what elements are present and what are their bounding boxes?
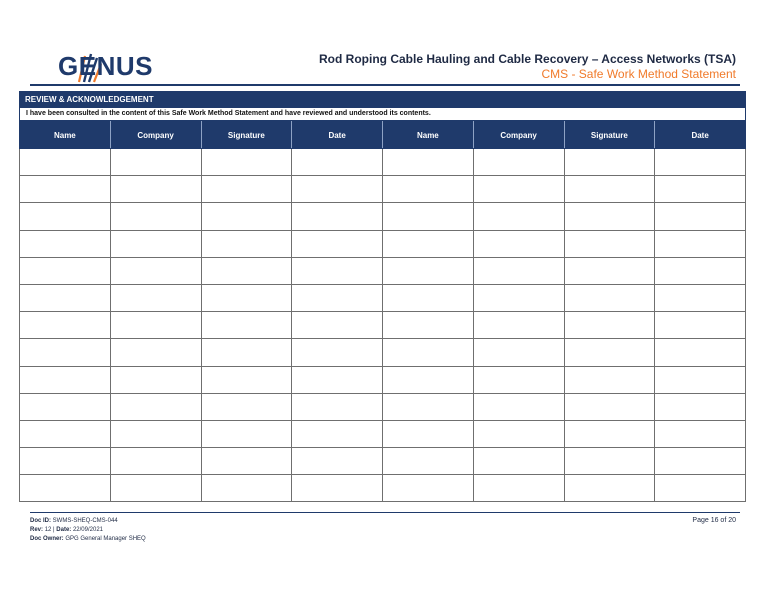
- header-divider: [30, 84, 740, 86]
- table-cell-name[interactable]: [20, 230, 111, 257]
- table-cell-signature[interactable]: [201, 366, 292, 393]
- table-cell-date[interactable]: [655, 366, 746, 393]
- table-cell-signature[interactable]: [564, 475, 655, 502]
- table-cell-date[interactable]: [292, 312, 383, 339]
- table-row: [20, 149, 746, 176]
- table-cell-company[interactable]: [473, 203, 564, 230]
- table-cell-company[interactable]: [473, 284, 564, 311]
- table-cell-date[interactable]: [655, 203, 746, 230]
- table-cell-name[interactable]: [383, 312, 474, 339]
- column-header-date-2: Date: [655, 122, 746, 149]
- table-row: [20, 420, 746, 447]
- table-cell-date[interactable]: [655, 176, 746, 203]
- table-cell-company[interactable]: [110, 393, 201, 420]
- rev-value: 12: [44, 527, 52, 533]
- table-cell-company[interactable]: [110, 230, 201, 257]
- table-cell-signature[interactable]: [201, 448, 292, 475]
- table-cell-signature[interactable]: [564, 203, 655, 230]
- table-cell-date[interactable]: [655, 312, 746, 339]
- table-row: [20, 203, 746, 230]
- column-header-signature: Signature: [201, 122, 292, 149]
- table-cell-date[interactable]: [655, 475, 746, 502]
- table-row: [20, 448, 746, 475]
- table-cell-company[interactable]: [110, 366, 201, 393]
- document-subtitle: CMS - Safe Work Method Statement: [541, 67, 736, 81]
- table-cell-company[interactable]: [110, 420, 201, 447]
- table-cell-date[interactable]: [292, 284, 383, 311]
- table-cell-name[interactable]: [383, 393, 474, 420]
- table-cell-company[interactable]: [110, 475, 201, 502]
- table-cell-signature[interactable]: [564, 393, 655, 420]
- table-cell-date[interactable]: [292, 393, 383, 420]
- table-cell-date[interactable]: [292, 448, 383, 475]
- table-cell-company[interactable]: [473, 257, 564, 284]
- table-cell-company[interactable]: [473, 475, 564, 502]
- table-cell-date[interactable]: [292, 420, 383, 447]
- table-cell-date[interactable]: [655, 420, 746, 447]
- table-cell-name[interactable]: [383, 230, 474, 257]
- date-value: 22/09/2021: [72, 527, 103, 533]
- table-cell-company[interactable]: [473, 448, 564, 475]
- table-cell-name[interactable]: [383, 366, 474, 393]
- table-cell-name[interactable]: [383, 257, 474, 284]
- table-cell-name[interactable]: [20, 420, 111, 447]
- table-cell-company[interactable]: [110, 312, 201, 339]
- table-cell-signature[interactable]: [564, 420, 655, 447]
- table-cell-name[interactable]: [20, 448, 111, 475]
- table-cell-date[interactable]: [655, 339, 746, 366]
- table-cell-date[interactable]: [292, 366, 383, 393]
- table-cell-company[interactable]: [110, 284, 201, 311]
- rev-label: Rev:: [30, 527, 44, 533]
- table-cell-signature[interactable]: [201, 475, 292, 502]
- table-cell-date[interactable]: [655, 230, 746, 257]
- table-cell-signature[interactable]: [201, 176, 292, 203]
- owner-value: GPG General Manager SHEQ: [65, 536, 146, 542]
- table-cell-signature[interactable]: [564, 448, 655, 475]
- footer-divider: [30, 512, 740, 513]
- table-cell-name[interactable]: [20, 312, 111, 339]
- table-body: [20, 149, 746, 502]
- table-cell-company[interactable]: [110, 339, 201, 366]
- table-cell-name[interactable]: [20, 176, 111, 203]
- table-cell-signature[interactable]: [201, 230, 292, 257]
- date-label: Date:: [56, 527, 72, 533]
- logo-text: GENUS: [58, 51, 153, 81]
- review-acknowledgement-section: [19, 91, 746, 502]
- table-cell-company[interactable]: [110, 149, 201, 176]
- table-cell-date[interactable]: [655, 448, 746, 475]
- table-cell-company[interactable]: [473, 230, 564, 257]
- table-cell-company[interactable]: [473, 149, 564, 176]
- table-cell-name[interactable]: [20, 339, 111, 366]
- owner-line: [30, 535, 146, 544]
- table-cell-signature[interactable]: [201, 257, 292, 284]
- table-cell-name[interactable]: [20, 393, 111, 420]
- doc-id-line: [30, 517, 146, 526]
- table-cell-signature[interactable]: [564, 149, 655, 176]
- column-header-company: Company: [110, 122, 201, 149]
- table-row: [20, 393, 746, 420]
- table-cell-date[interactable]: [292, 230, 383, 257]
- table-cell-name[interactable]: [383, 339, 474, 366]
- table-cell-signature[interactable]: [564, 230, 655, 257]
- column-header-name-2: Name: [383, 122, 474, 149]
- table-cell-date[interactable]: [292, 339, 383, 366]
- table-cell-date[interactable]: [292, 176, 383, 203]
- table-cell-date[interactable]: [292, 257, 383, 284]
- table-cell-signature[interactable]: [201, 339, 292, 366]
- table-row: [20, 475, 746, 502]
- table-cell-name[interactable]: [20, 284, 111, 311]
- table-row: [20, 366, 746, 393]
- table-cell-date[interactable]: [292, 475, 383, 502]
- acknowledgement-table: [19, 121, 746, 502]
- table-cell-signature[interactable]: [201, 420, 292, 447]
- table-cell-name[interactable]: [20, 366, 111, 393]
- table-cell-signature[interactable]: [564, 339, 655, 366]
- table-cell-name[interactable]: [383, 475, 474, 502]
- table-cell-name[interactable]: [383, 448, 474, 475]
- table-cell-signature[interactable]: [201, 312, 292, 339]
- table-row: [20, 230, 746, 257]
- table-cell-company[interactable]: [110, 176, 201, 203]
- table-cell-name[interactable]: [20, 475, 111, 502]
- table-cell-signature[interactable]: [201, 203, 292, 230]
- table-cell-date[interactable]: [655, 149, 746, 176]
- doc-id-label: Doc ID:: [30, 518, 51, 524]
- table-cell-company[interactable]: [473, 393, 564, 420]
- table-cell-signature[interactable]: [564, 176, 655, 203]
- revision-line: [30, 526, 146, 535]
- table-row: [20, 312, 746, 339]
- table-cell-date[interactable]: [655, 284, 746, 311]
- owner-label: Doc Owner:: [30, 536, 64, 542]
- column-header-date: Date: [292, 122, 383, 149]
- table-cell-signature[interactable]: [564, 312, 655, 339]
- table-cell-company[interactable]: [473, 366, 564, 393]
- table-cell-company[interactable]: [110, 203, 201, 230]
- table-cell-signature[interactable]: [201, 149, 292, 176]
- table-row: [20, 176, 746, 203]
- column-header-name: Name: [20, 122, 111, 149]
- table-cell-signature[interactable]: [564, 284, 655, 311]
- document-control-info: [30, 517, 146, 544]
- table-cell-name[interactable]: [20, 149, 111, 176]
- table-cell-signature[interactable]: [564, 257, 655, 284]
- page-number: Page 16 of 20: [692, 517, 736, 524]
- table-cell-company[interactable]: [110, 448, 201, 475]
- column-header-company-2: Company: [473, 122, 564, 149]
- acknowledgement-statement: I have been consulted in the content of this Safe Work Method Statement and have reviewed and understood its contents.: [19, 108, 746, 121]
- table-cell-name[interactable]: [383, 176, 474, 203]
- table-cell-date[interactable]: [292, 203, 383, 230]
- table-row: [20, 284, 746, 311]
- table-header-row: [20, 122, 746, 149]
- table-row: [20, 339, 746, 366]
- table-cell-name[interactable]: [20, 257, 111, 284]
- table-cell-company[interactable]: [473, 176, 564, 203]
- table-cell-signature[interactable]: [201, 393, 292, 420]
- table-cell-company[interactable]: [473, 420, 564, 447]
- table-cell-company[interactable]: [473, 339, 564, 366]
- section-heading: REVIEW & ACKNOWLEDGEMENT: [19, 91, 746, 108]
- doc-id-value: SWMS-SHEQ-CMS-044: [52, 518, 118, 524]
- table-cell-name[interactable]: [383, 284, 474, 311]
- table-cell-signature[interactable]: [564, 366, 655, 393]
- table-cell-company[interactable]: [473, 312, 564, 339]
- table-cell-date[interactable]: [655, 257, 746, 284]
- table-cell-date[interactable]: [655, 393, 746, 420]
- column-header-signature-2: Signature: [564, 122, 655, 149]
- table-cell-name[interactable]: [383, 420, 474, 447]
- table-cell-name[interactable]: [20, 203, 111, 230]
- table-cell-date[interactable]: [292, 149, 383, 176]
- table-cell-name[interactable]: [383, 149, 474, 176]
- document-title: Rod Roping Cable Hauling and Cable Recovery – Access Networks (TSA): [319, 52, 736, 66]
- table-cell-signature[interactable]: [201, 284, 292, 311]
- table-cell-company[interactable]: [110, 257, 201, 284]
- table-row: [20, 257, 746, 284]
- table-cell-name[interactable]: [383, 203, 474, 230]
- separator: |: [53, 527, 55, 533]
